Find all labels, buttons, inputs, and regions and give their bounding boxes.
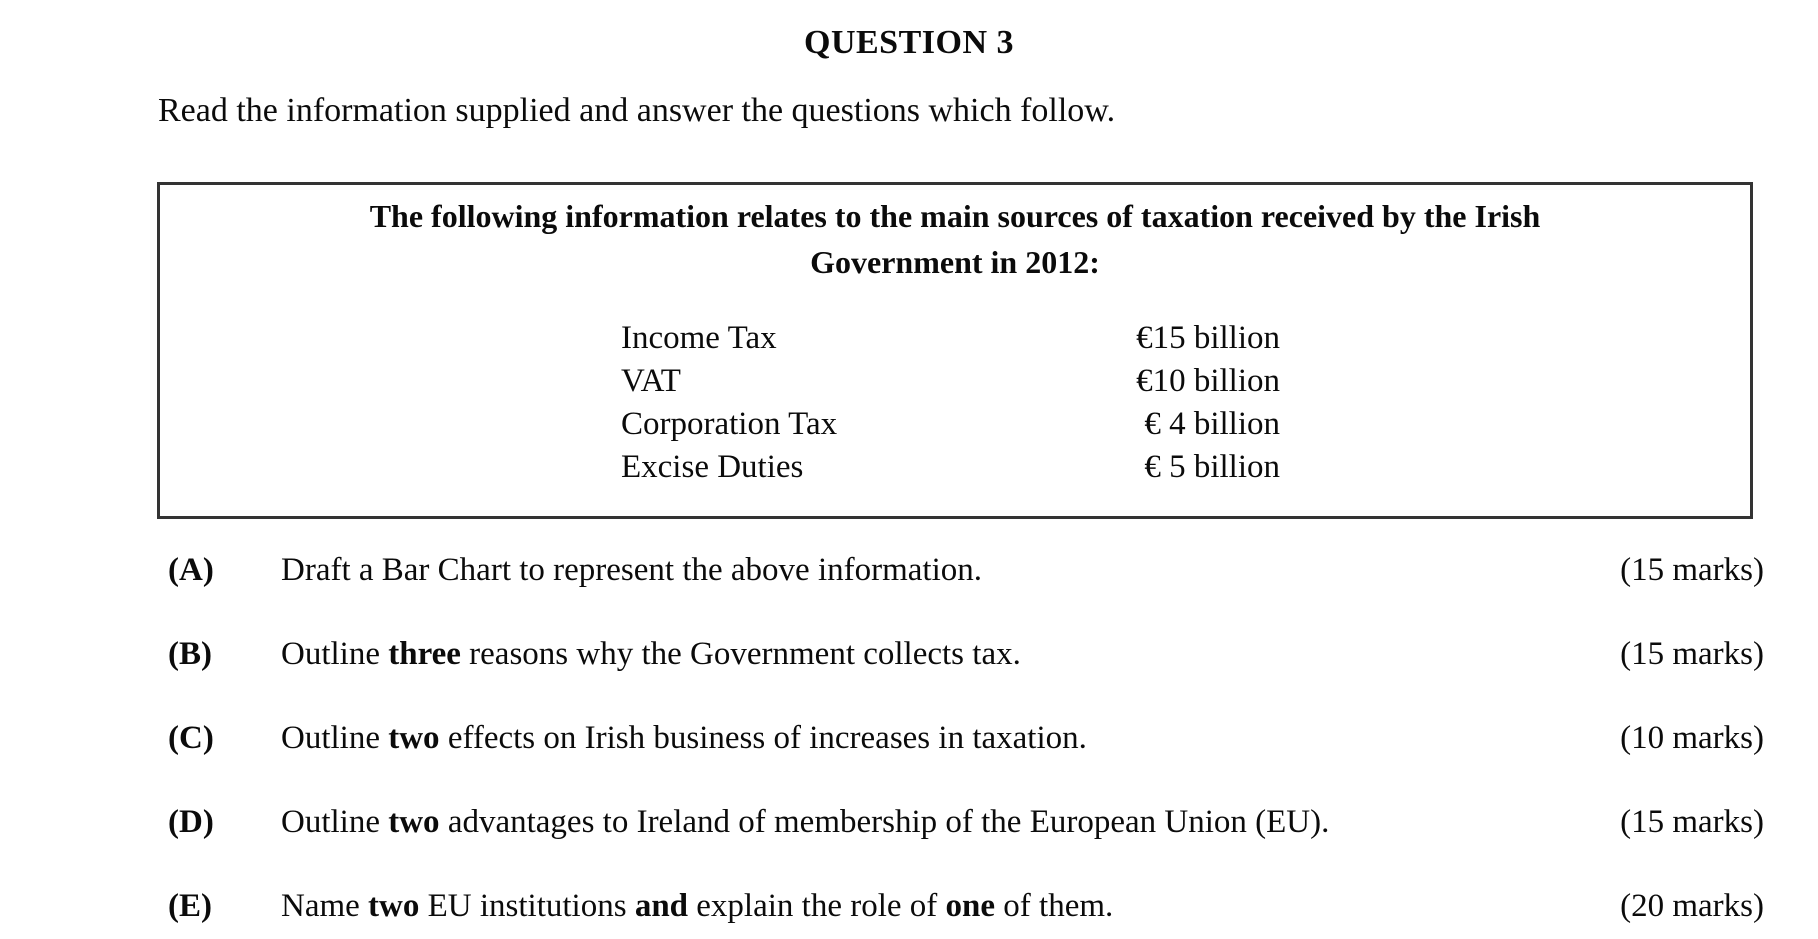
question-row <box>0 804 1818 888</box>
question-text <box>281 636 1021 673</box>
question-text <box>281 804 1329 841</box>
question-row <box>0 552 1818 636</box>
question-text-segment: one <box>945 888 996 924</box>
question-text-segment: explain the role of <box>688 888 946 924</box>
question-text-segment: two <box>388 720 440 756</box>
page-title: QUESTION 3 <box>804 24 1014 61</box>
question-row <box>0 636 1818 720</box>
info-box <box>157 182 1753 519</box>
tax-value: € 4 billion <box>1144 406 1280 442</box>
question-text-segment: two <box>368 888 420 924</box>
tax-row <box>621 317 1280 360</box>
question-text-segment: Outline <box>281 804 389 840</box>
question-letter: (E) <box>168 888 212 924</box>
question-marks: (15 marks) <box>1620 552 1764 588</box>
question-text-segment: Name <box>281 888 369 924</box>
question-text <box>281 720 1087 757</box>
question-letter: (A) <box>168 552 214 588</box>
question-letter: (C) <box>168 720 214 756</box>
questions-list <box>0 552 1818 939</box>
tax-value: €15 billion <box>1136 320 1280 356</box>
question-marks: (15 marks) <box>1620 804 1764 840</box>
question-text-segment: two <box>388 804 440 840</box>
tax-row <box>621 403 1280 446</box>
question-text-segment: Draft a Bar Chart to represent the above information. <box>281 552 982 588</box>
question-text-segment: and <box>634 888 689 924</box>
tax-label: Corporation Tax <box>621 406 838 442</box>
tax-value: €10 billion <box>1136 363 1280 399</box>
intro-text: Read the information supplied and answer the questions which follow. <box>158 92 1116 129</box>
question-row <box>0 888 1818 939</box>
question-marks: (20 marks) <box>1620 888 1764 924</box>
question-row <box>0 720 1818 804</box>
tax-label: Excise Duties <box>621 449 804 485</box>
question-marks: (15 marks) <box>1620 636 1764 672</box>
question-text-segment: EU institutions <box>419 888 635 924</box>
tax-label: Income Tax <box>621 320 777 356</box>
tax-row <box>621 446 1280 489</box>
question-letter: (D) <box>168 804 214 840</box>
info-box-heading-line1: The following information relates to the main sources of taxation received by the Irish <box>369 198 1541 234</box>
question-letter: (B) <box>168 636 212 672</box>
question-text-segment: three <box>388 636 461 672</box>
question-text <box>281 888 1113 925</box>
tax-value: € 5 billion <box>1144 449 1280 485</box>
question-text <box>281 552 982 589</box>
question-text-segment: effects on Irish business of increases in taxation. <box>439 720 1087 756</box>
tax-label: VAT <box>621 363 681 399</box>
tax-table <box>621 317 1280 489</box>
info-box-heading <box>160 193 1750 285</box>
question-text-segment: of them. <box>995 888 1114 924</box>
question-text-segment: advantages to Ireland of membership of the European Union (EU). <box>439 804 1330 840</box>
question-marks: (10 marks) <box>1620 720 1764 756</box>
tax-row <box>621 360 1280 403</box>
question-text-segment: reasons why the Government collects tax. <box>460 636 1021 672</box>
question-text-segment: Outline <box>281 720 389 756</box>
info-box-heading-line2: Government in 2012: <box>810 244 1100 280</box>
question-text-segment: Outline <box>281 636 389 672</box>
